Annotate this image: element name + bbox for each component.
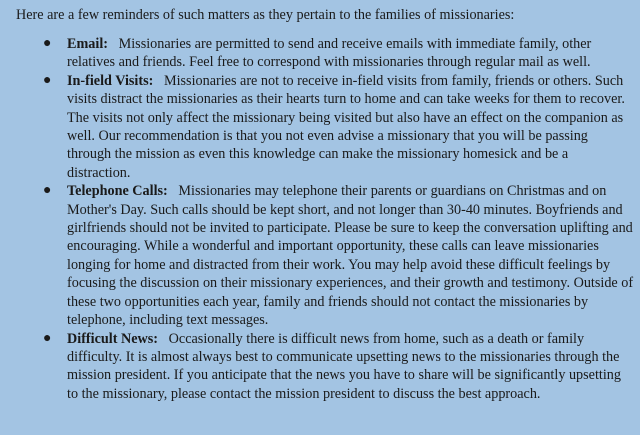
- bullet-icon: ●: [43, 72, 52, 88]
- reminder-text: Missionaries may telephone their parents or guardians on Christmas and on Mother's Day. Such calls should be kept short, and not longer than 30-40 minutes. Boyfriends and girlfriends should not be invited to participate. Please be sure to keep the conversation uplifting and encouraging. While a wonderful and important opportunity, these calls can leave missionaries longing for home and distracted from their work. You may help avoid these difficult feelings by focusing the discussion on their missionary experiences, and their growth and testimony. Outside of these two opportunities each year, family and friends should not contact the missionaries by telephone, including text messages.: [67, 183, 634, 329]
- bullet-icon: ●: [43, 330, 52, 346]
- reminder-in-field-visits: [16, 72, 634, 182]
- reminder-term: Difficult News:: [67, 330, 166, 347]
- reminder-term: Telephone Calls:: [67, 183, 175, 200]
- intro-paragraph: Here are a few reminders of such matters as they pertain to the families of missionaries:: [16, 7, 515, 23]
- bullet-icon: ●: [43, 183, 52, 199]
- reminder-text: Missionaries are permitted to send and receive emails with immediate family, other relatives and friends. Feel free to correspond with missionaries through regular mail as well.: [67, 36, 592, 71]
- reminder-list: [16, 35, 634, 403]
- reminder-text: Occasionally there is difficult news from home, such as a death or family difficulty. It is almost always best to communicate upsetting news to the missionaries through the mission president. If you anticipate that the news you have to share will be significantly upsetting to the missionary, please contact the mission president to discuss the best approach.: [67, 330, 621, 402]
- reminder-term: In-field Visits:: [67, 72, 161, 89]
- reminder-difficult-news: [16, 330, 634, 404]
- reminder-telephone-calls: [16, 182, 634, 329]
- reminder-text: Missionaries are not to receive in-field visits from family, friends or others. Such visits distract the missionaries as their hearts turn to home and can take weeks for them to recover. The visits not only affect the missionary being visited but also have an effect on the companion as well. Our recommendation is that you not even advise a missionary that you will be passing through the mission as even this knowledge can make the missionary homesick and be a distraction.: [67, 72, 625, 181]
- reminder-term: Email:: [67, 36, 116, 52]
- bullet-icon: ●: [43, 36, 52, 51]
- reminder-email: [16, 35, 634, 72]
